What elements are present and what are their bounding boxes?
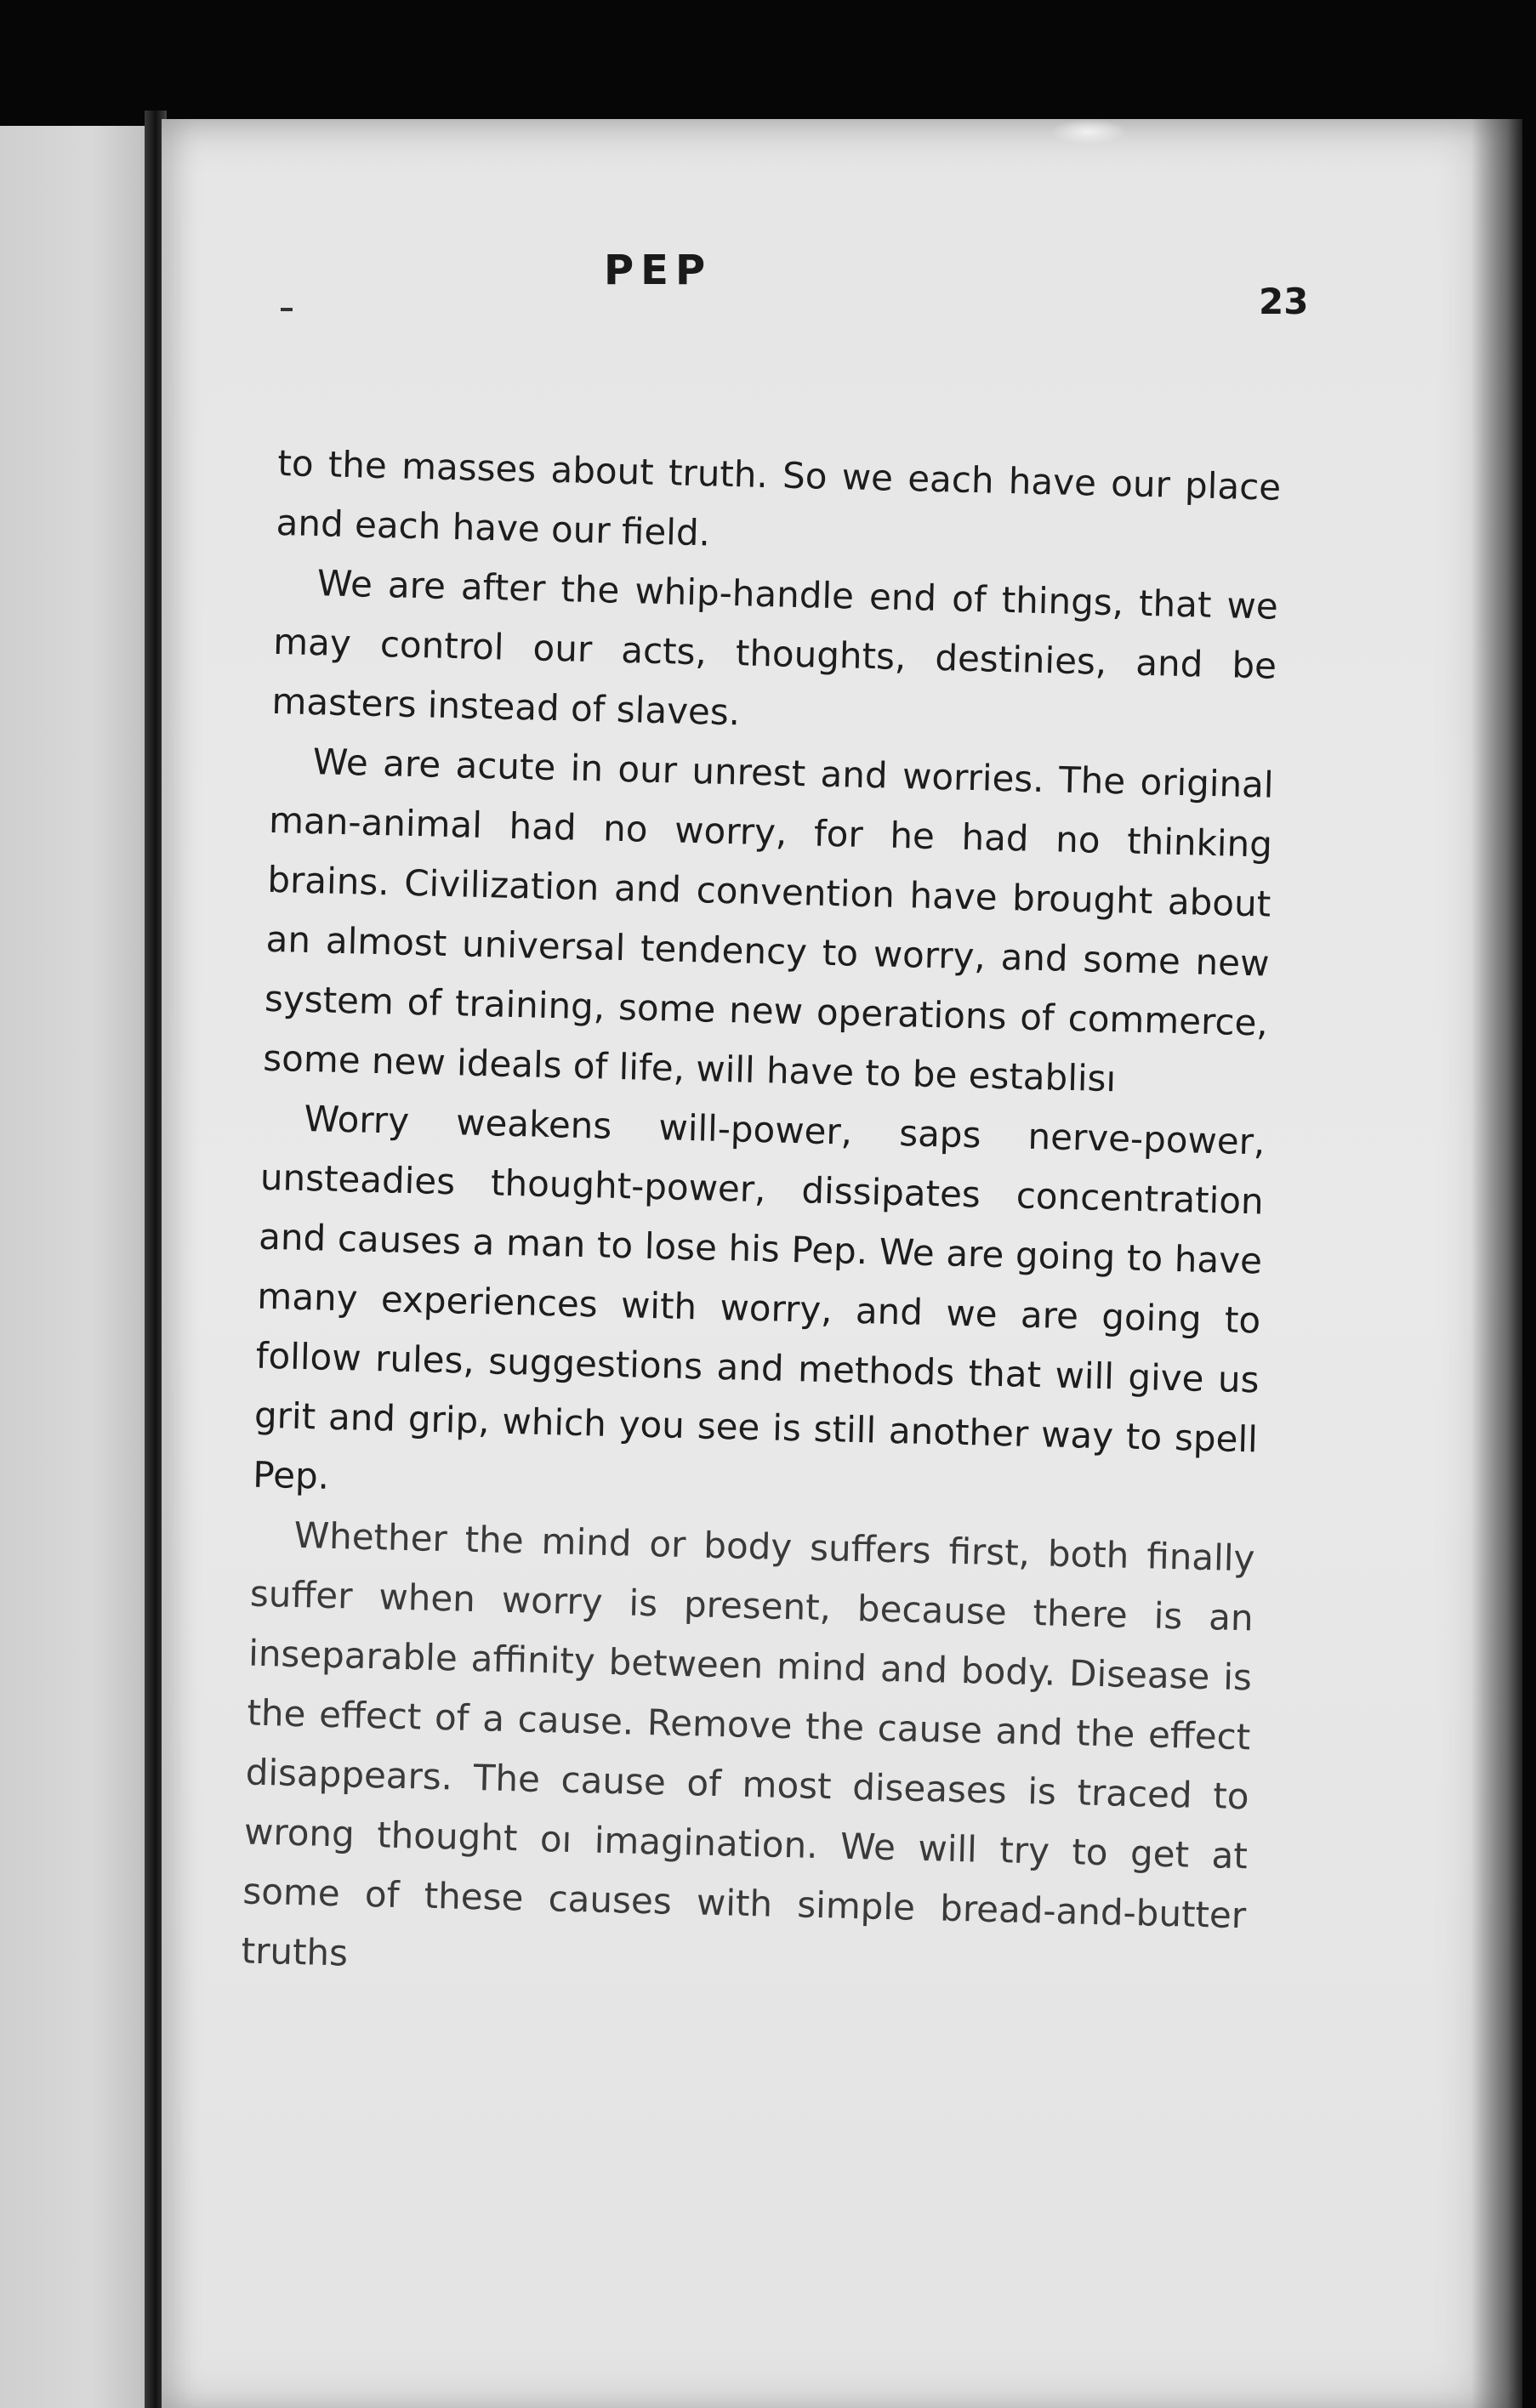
running-head: PEP <box>604 247 713 294</box>
paragraph: to the masses about truth. So we each have our place and each have our field. <box>276 441 1282 554</box>
page-shadow-edge <box>1471 119 1522 2408</box>
stray-mark <box>281 308 293 311</box>
facing-page-edge <box>0 126 155 2408</box>
paper-spot <box>1050 119 1127 145</box>
body-text <box>241 340 1284 2005</box>
page-number: 23 <box>1259 281 1309 322</box>
paragraph: Worry weakens will-power, saps nerve-power, unsteadies thought-power, dissipates concentration and causes a man to lose his Pep. We are going to have many experiences with worry, and we are going to follow rules, suggestions and methods that will give us grit and grip, which you see is still another way to spell Pep. <box>252 1097 1266 1497</box>
paragraph: We are after the whip-handle end of things, that we may control our acts, thoughts, destinies, and be masters instead of slaves. <box>271 562 1279 734</box>
paragraph: Whether the mind or body suffers first, both finally suffer when worry is present, because there is an inseparable affinity between mind and body. Disease is the effect of a cause. Remove the cause and the effect disappears. The cause of most diseases is traced to wrong thought oı imagination. We will try to get at some of these causes with simple bread-and-butter truths <box>241 1514 1255 1974</box>
paragraph: We are acute in our unrest and worries. The original man-animal had no worry, for he had no thinking brains. Civilization and convention have brought about an almost universal tendency to worry, and some new system of training, some new operations of commerce, some new ideals of life, will have to be establisı <box>262 741 1275 1100</box>
book-page <box>162 119 1522 2408</box>
